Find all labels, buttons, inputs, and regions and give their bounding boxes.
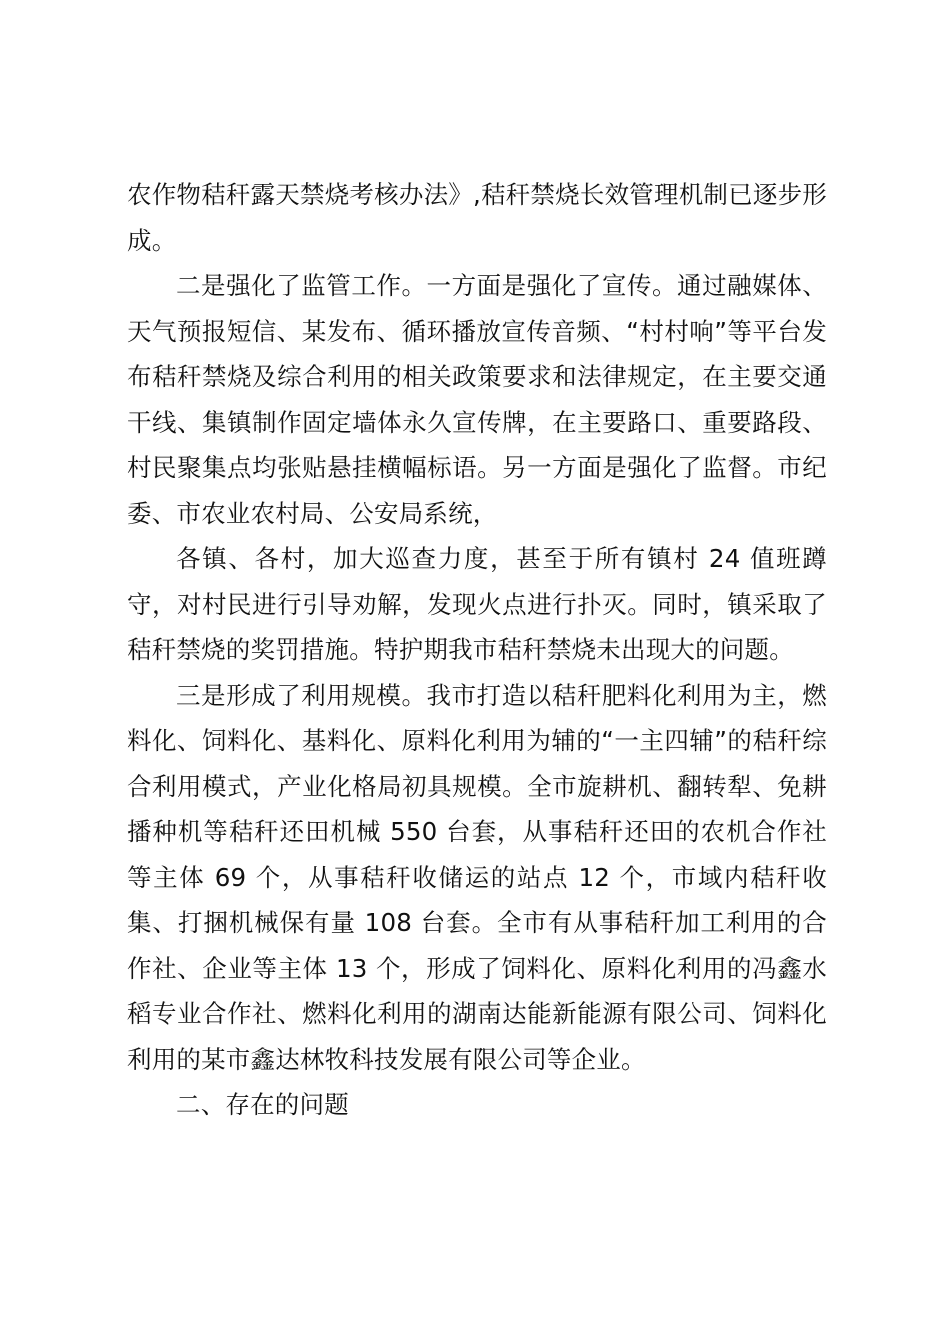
paragraph-supervision: 二是强化了监管工作。一方面是强化了宣传。通过融媒体、天气预报短信、某发布、循环播放宣传音频、“村村响”等平台发布秸秆禁烧及综合利用的相关政策要求和法律规定，在主要交通干线、集镇制作固定墙体永久宣传牌，在主要路口、重要路段、村民聚集点均张贴悬挂横幅标语。另一方面是强化了监督。市纪委、市农业农村局、公安局系统， — [127, 271, 827, 528]
paragraph-continuation: 农作物秸秆露天禁烧考核办法》,秸秆禁烧长效管理机制已逐步形成。 — [127, 180, 827, 255]
paragraph-patrol: 各镇、各村，加大巡查力度，甚至于所有镇村 24 值班蹲守，对村民进行引导劝解，发现火点进行扑灭。同时，镇采取了秸秆禁烧的奖罚措施。特护期我市秸秆禁烧未出现大的问题。 — [127, 544, 827, 664]
document-body — [127, 172, 827, 1128]
section-heading-existing-problems: 二、存在的问题 — [176, 1090, 349, 1119]
paragraph-utilization-scale: 三是形成了利用规模。我市打造以秸秆肥料化利用为主，燃料化、饲料化、基料化、原料化利用为辅的“一主四辅”的秸秆综合利用模式，产业化格局初具规模。全市旋耕机、翻转犁、免耕播种机等秸秆还田机械 550 台套，从事秸秆还田的农机合作社等主体 69 个，从事秸秆收储运的站点 12 个，市域内秸秆收集、打捆机械保有量 108 台套。全市有从事秸秆加工利用的合作社、企业等主体 13 个，形成了饲料化、原料化利用的冯鑫水稻专业合作社、燃料化利用的湖南达能新能源有限公司、饲料化利用的某市鑫达林牧科技发展有限公司等企业。 — [127, 680, 827, 1074]
